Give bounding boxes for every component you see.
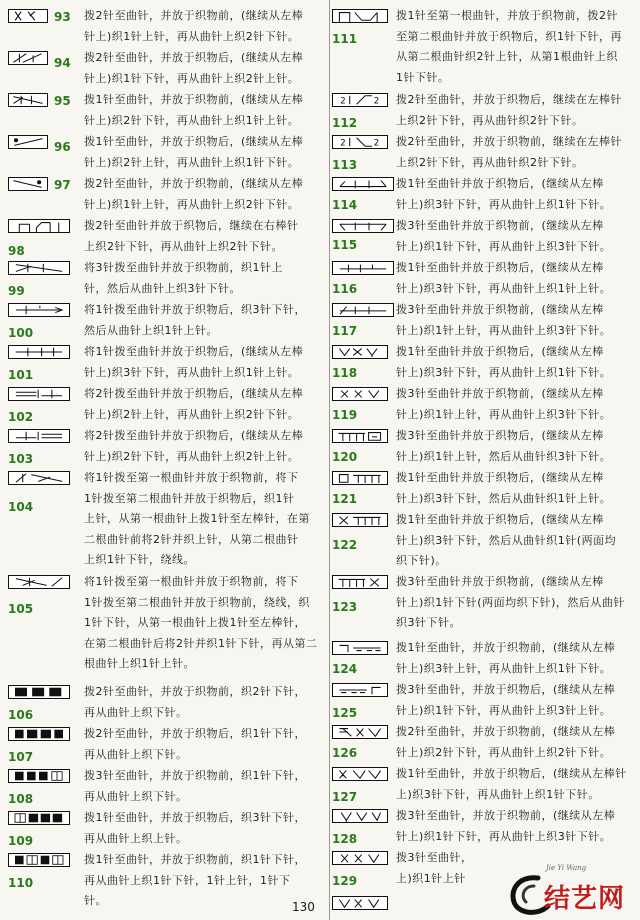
stitch-number: 112 xyxy=(332,116,358,130)
stitch-number: 115 xyxy=(332,238,358,252)
stitch-description: 拨1针至曲针，并放于织物后，织3针下针， 再从曲针上织上针。 xyxy=(84,811,306,845)
stitch-description: 拨2针至曲针，并放于织物后，织1针下针， 再从曲针上织下针。 xyxy=(84,727,306,761)
stitch-symbol-102-icon xyxy=(8,387,70,401)
stitch-symbol-96-icon xyxy=(8,135,48,149)
svg-text:2: 2 xyxy=(373,96,380,106)
stitch-entry-102 xyxy=(0,386,330,426)
stitch-number: 116 xyxy=(332,282,358,296)
stitch-description: 拨1针至第一根曲针，并放于织物前，拨2针 至第二根曲针并放于织物后，织1针下针，再 从第二根曲针织2针上针，从第1根曲针上织 1针下针。 xyxy=(396,9,622,84)
stitch-symbol-98-icon xyxy=(8,219,70,233)
stitch-symbol-114-icon xyxy=(332,177,394,191)
stitch-entry-109 xyxy=(0,810,330,850)
stitch-number: 97 xyxy=(54,178,71,192)
stitch-entry-98 xyxy=(0,218,330,258)
stitch-number: 98 xyxy=(8,244,25,258)
stitch-symbol-100-icon xyxy=(8,303,70,317)
stitch-description: 拨1针至曲针并放于织物后，(继续从左棒 针上)织3针下针，再从曲针上织1针下针。 xyxy=(396,177,612,211)
stitch-entry-116 xyxy=(330,260,640,300)
stitch-number: 103 xyxy=(8,452,34,466)
stitch-description: 拨1针至曲针并放于织物后，(继续从左棒 针上)织3针下针，再从曲针上织1针上针。 xyxy=(396,261,612,295)
stitch-symbol-120-icon xyxy=(332,429,388,443)
stitch-description: 拨2针至曲针，并放于织物前，(继续从左棒 针上)织1针上针，再从曲针上织2针下针。 xyxy=(84,9,304,43)
stitch-entry-117 xyxy=(330,302,640,342)
stitch-number: 123 xyxy=(332,600,358,614)
stitch-number: 127 xyxy=(332,790,358,804)
stitch-symbol-118-icon xyxy=(332,345,388,359)
stitch-entry-115 xyxy=(330,218,640,258)
stitch-number: 105 xyxy=(8,602,34,616)
stitch-symbol-99-icon xyxy=(8,261,70,275)
stitch-entry-120 xyxy=(330,428,640,468)
stitch-entry-127 xyxy=(330,766,640,806)
stitch-description: 拨1针至曲针并放于织物后，(继续从左棒 针上)织3针下针，然后从曲针织1针上针。 xyxy=(396,471,612,505)
stitch-entry-94 xyxy=(0,50,330,90)
stitch-description: 拨1针至曲针，并放于织物前，(继续从左棒 针上)织2针下针，再从曲针上织1针上针。 xyxy=(84,93,304,127)
stitch-entry-126 xyxy=(330,724,640,764)
stitch-entry-95 xyxy=(0,92,330,132)
stitch-number: 93 xyxy=(54,10,71,24)
stitch-description: 拨2针至曲针，并放于织物前，织2针下针， 再从曲针上织下针。 xyxy=(84,685,306,719)
stitch-description: 拨2针至曲针，并放于织物前，(继续从左棒 针上)织1针上针，再从曲针上织2针下针。 xyxy=(84,177,304,211)
stitch-description: 拨1针至曲针，并放于织物前，(继续从左棒 针上)织3针上针，再从曲针上织1针下针。 xyxy=(396,641,616,675)
stitch-symbol-112-icon xyxy=(332,93,388,107)
stitch-description: 拨1针至曲针，并放于织物后，(继续从左棒 针上)织2针上针，再从曲针上织1针下针。 xyxy=(84,135,304,169)
stitch-description: 拨3针至曲针并放于织物后，(继续从左棒 针上)织1针上针，然后从曲针织3针下针。 xyxy=(396,429,612,463)
stitch-description: 拨3针至曲针， 上)织1针上针 xyxy=(396,851,473,885)
stitch-number: 107 xyxy=(8,750,34,764)
stitch-symbol-129-icon xyxy=(332,851,388,865)
stitch-number: 108 xyxy=(8,792,34,806)
stitch-symbol-93-icon xyxy=(8,9,48,23)
stitch-number: 118 xyxy=(332,366,358,380)
site-watermark xyxy=(508,862,638,918)
stitch-entry-104 xyxy=(0,470,330,570)
stitch-symbol-107-icon xyxy=(8,727,70,741)
stitch-symbol-123-icon xyxy=(332,575,388,589)
watermark-logo-text: 结艺网 xyxy=(544,884,626,914)
stitch-number: 117 xyxy=(332,324,358,338)
stitch-number: 111 xyxy=(332,32,358,46)
stitch-number: 125 xyxy=(332,706,358,720)
stitch-symbol-94-icon xyxy=(8,51,48,65)
stitch-entry-105 xyxy=(0,574,330,674)
stitch-entry-96 xyxy=(0,134,330,174)
stitch-description: 将1针拨至第一根曲针并放于织物前，将下 1针拨至第二根曲针并放于织物后，织1针 上针，从第一根曲针上拨1针至左棒针，在第 二根曲针前将2针并织上针，从第二根曲针 上织1针下针，绕线。 xyxy=(84,471,310,566)
stitch-number: 129 xyxy=(332,874,358,888)
svg-text:2: 2 xyxy=(340,96,346,106)
stitch-number: 106 xyxy=(8,708,34,722)
stitch-symbol-117-icon xyxy=(332,303,394,317)
page-number: 130 xyxy=(292,900,315,914)
stitch-description: 将1针拨至曲针并放于织物后，织3针下针， 然后从曲针上织1针上针。 xyxy=(84,303,306,337)
stitch-entry-122 xyxy=(330,512,640,572)
stitch-number: 95 xyxy=(54,94,71,108)
stitch-entry-125 xyxy=(330,682,640,722)
stitch-entry-114 xyxy=(330,176,640,216)
stitch-entry-108 xyxy=(0,768,330,808)
stitch-symbol-95-icon xyxy=(8,93,48,107)
stitch-symbol-105-icon xyxy=(8,575,70,589)
stitch-symbol-124-icon xyxy=(332,641,388,655)
stitch-entry-97 xyxy=(0,176,330,216)
stitch-description: 将2针拨至曲针并放于织物后，(继续从左棒 针上)织2针上针，再从曲针上织2针下针。 xyxy=(84,387,304,421)
stitch-symbol-113-icon xyxy=(332,135,388,149)
stitch-entry-124 xyxy=(330,640,640,680)
stitch-description: 拨2针至曲针并放于织物后，继续在右棒针 上织2针下针，再从曲针上织2针下针。 xyxy=(84,219,299,253)
stitch-symbol-126-icon xyxy=(332,725,388,739)
stitch-symbol-127-icon xyxy=(332,767,388,781)
stitch-description: 拨3针至曲针并放于织物前，(继续从左棒 针上)织1针下针，再从曲针上织3针下针。 xyxy=(396,219,612,253)
stitch-description: 拨1针至曲针并放于织物后，(继续从左棒 针上)织3针下针，再从曲针上织1针下针。 xyxy=(396,345,612,379)
stitch-description: 将1针拨至曲针并放于织物后，(继续从左棒 针上)织3针下针，再从曲针上织1针上针。 xyxy=(84,345,304,379)
stitch-number: 110 xyxy=(8,876,34,890)
stitch-number: 122 xyxy=(332,538,358,552)
stitch-symbol-103-icon xyxy=(8,429,70,443)
stitch-entry-119 xyxy=(330,386,640,426)
stitch-symbol-119-icon xyxy=(332,387,388,401)
stitch-description: 拨1针至曲针，并放于织物前，织1针下针， 再从曲针上织1针下针，1针上针，1针下 针。 xyxy=(84,853,306,907)
stitch-description: 将3针拨至曲针并放于织物前，织1针上 针，然后从曲针上织3针下针。 xyxy=(84,261,283,295)
stitch-entry-112 xyxy=(330,92,640,132)
stitch-symbol-111-icon xyxy=(332,9,388,23)
stitch-description: 拨3针至曲针，并放于织物后，(继续从左棒 针上)织1针下针，再从曲针上织3针上针。 xyxy=(396,683,616,717)
stitch-description: 拨3针至曲针并放于织物前，(继续从左棒 针上)织1针下针(两面均织下针)，然后从曲针 织3针下针。 xyxy=(396,575,625,629)
stitch-entry-100 xyxy=(0,302,330,342)
stitch-entry-99 xyxy=(0,260,330,300)
stitch-symbol-101-icon xyxy=(8,345,70,359)
stitch-number: 96 xyxy=(54,140,71,154)
stitch-description: 拨3针至曲针并放于织物前，(继续从左棒 针上)织1针上针，再从曲针上织3针下针。 xyxy=(396,303,612,337)
stitch-symbol-97-icon xyxy=(8,177,48,191)
stitch-description: 拨2针至曲针，并放于织物后，继续在左棒针 上织2针下针，再从曲针织2针下针。 xyxy=(396,93,622,127)
stitch-description: 拨1针至曲针并放于织物后，(继续从左棒 针上)织3针下针，然后从曲针织1针(两面均 织下针)。 xyxy=(396,513,617,567)
stitch-entry-106 xyxy=(0,684,330,724)
stitch-entry-121 xyxy=(330,470,640,510)
stitch-symbol-115-icon xyxy=(332,219,394,233)
stitch-entry-107 xyxy=(0,726,330,766)
stitch-description: 拨3针至曲针，并放于织物前，(继续从左棒 针上)织1针下针，再从曲针上织3针下针。 xyxy=(396,809,616,843)
stitch-number: 114 xyxy=(332,198,358,212)
stitch-symbol-104-icon xyxy=(8,471,70,485)
stitch-number: 126 xyxy=(332,746,358,760)
stitch-entry-111 xyxy=(330,8,640,90)
stitch-description: 拨1针至曲针，并放于织物后，(继续从左棒针 上)织3针下针，再从曲针上织1针下针。 xyxy=(396,767,627,801)
stitch-symbol-109-icon xyxy=(8,811,70,825)
stitch-number: 109 xyxy=(8,834,34,848)
stitch-description: 拨3针至曲针，并放于织物前，织1针下针， 再从曲针上织下针。 xyxy=(84,769,306,803)
watermark-small-text: Jie Yi Wang xyxy=(546,864,587,872)
stitch-symbol-116-icon xyxy=(332,261,394,275)
stitch-symbol-122-icon xyxy=(332,513,388,527)
stitch-number: 104 xyxy=(8,500,34,514)
stitch-entry-118 xyxy=(330,344,640,384)
stitch-number: 100 xyxy=(8,326,34,340)
stitch-symbol-128-icon xyxy=(332,809,388,823)
stitch-symbol-121-icon xyxy=(332,471,388,485)
stitch-number: 121 xyxy=(332,492,358,506)
stitch-entry-123 xyxy=(330,574,640,636)
stitch-entry-103 xyxy=(0,428,330,468)
stitch-number: 113 xyxy=(332,158,358,172)
stitch-number: 124 xyxy=(332,662,358,676)
stitch-entry-101 xyxy=(0,344,330,384)
stitch-number: 120 xyxy=(332,450,358,464)
svg-text:2: 2 xyxy=(373,138,380,148)
stitch-entry-113 xyxy=(330,134,640,174)
stitch-description: 将1针拨至第一根曲针并放于织物前，将下 1针拨至第二根曲针并放于织物前，绕线，织 1针下针，从第一根曲针上拨1针至左棒针， 在第二根曲针后将2针并织1针下针，再从第二 根曲针上织1针上针。 xyxy=(84,575,318,670)
stitch-symbol-125-icon xyxy=(332,683,388,697)
stitch-entry-110 xyxy=(0,852,330,912)
stitch-description: 拨3针至曲针并放于织物前，(继续从左棒 针上)织1针上针，再从曲针上织3针下针。 xyxy=(396,387,612,421)
stitch-number: 102 xyxy=(8,410,34,424)
stitch-description: 将2针拨至曲针并放于织物后，(继续从左棒 针上)织2针下针，再从曲针上织2针上针。 xyxy=(84,429,304,463)
stitch-symbol-110-icon xyxy=(8,853,70,867)
stitch-description: 拨2针至曲针，并放于织物后，(继续从左棒 针上)织1针下针，再从曲针上织2针上针。 xyxy=(84,51,304,85)
stitch-number: 119 xyxy=(332,408,358,422)
stitch-symbol-108-icon xyxy=(8,769,70,783)
svg-text:2: 2 xyxy=(340,138,346,148)
stitch-symbol-106-icon xyxy=(8,685,70,699)
stitch-number: 94 xyxy=(54,56,71,70)
stitch-number: 99 xyxy=(8,284,25,298)
stitch-description: 拨2针至曲针，并放于织物前，继续在左棒针 上织2针下针，再从曲针织2针下针。 xyxy=(396,135,622,169)
stitch-number: 101 xyxy=(8,368,34,382)
stitch-entry-128 xyxy=(330,808,640,848)
stitch-entry-93 xyxy=(0,8,330,48)
stitch-symbol-130-icon xyxy=(332,896,388,910)
stitch-number: 128 xyxy=(332,832,358,846)
stitch-description: 拨2针至曲针，并放于织物前，(继续从左棒 针上)织2针下针，再从曲针上织2针下针。 xyxy=(396,725,616,759)
